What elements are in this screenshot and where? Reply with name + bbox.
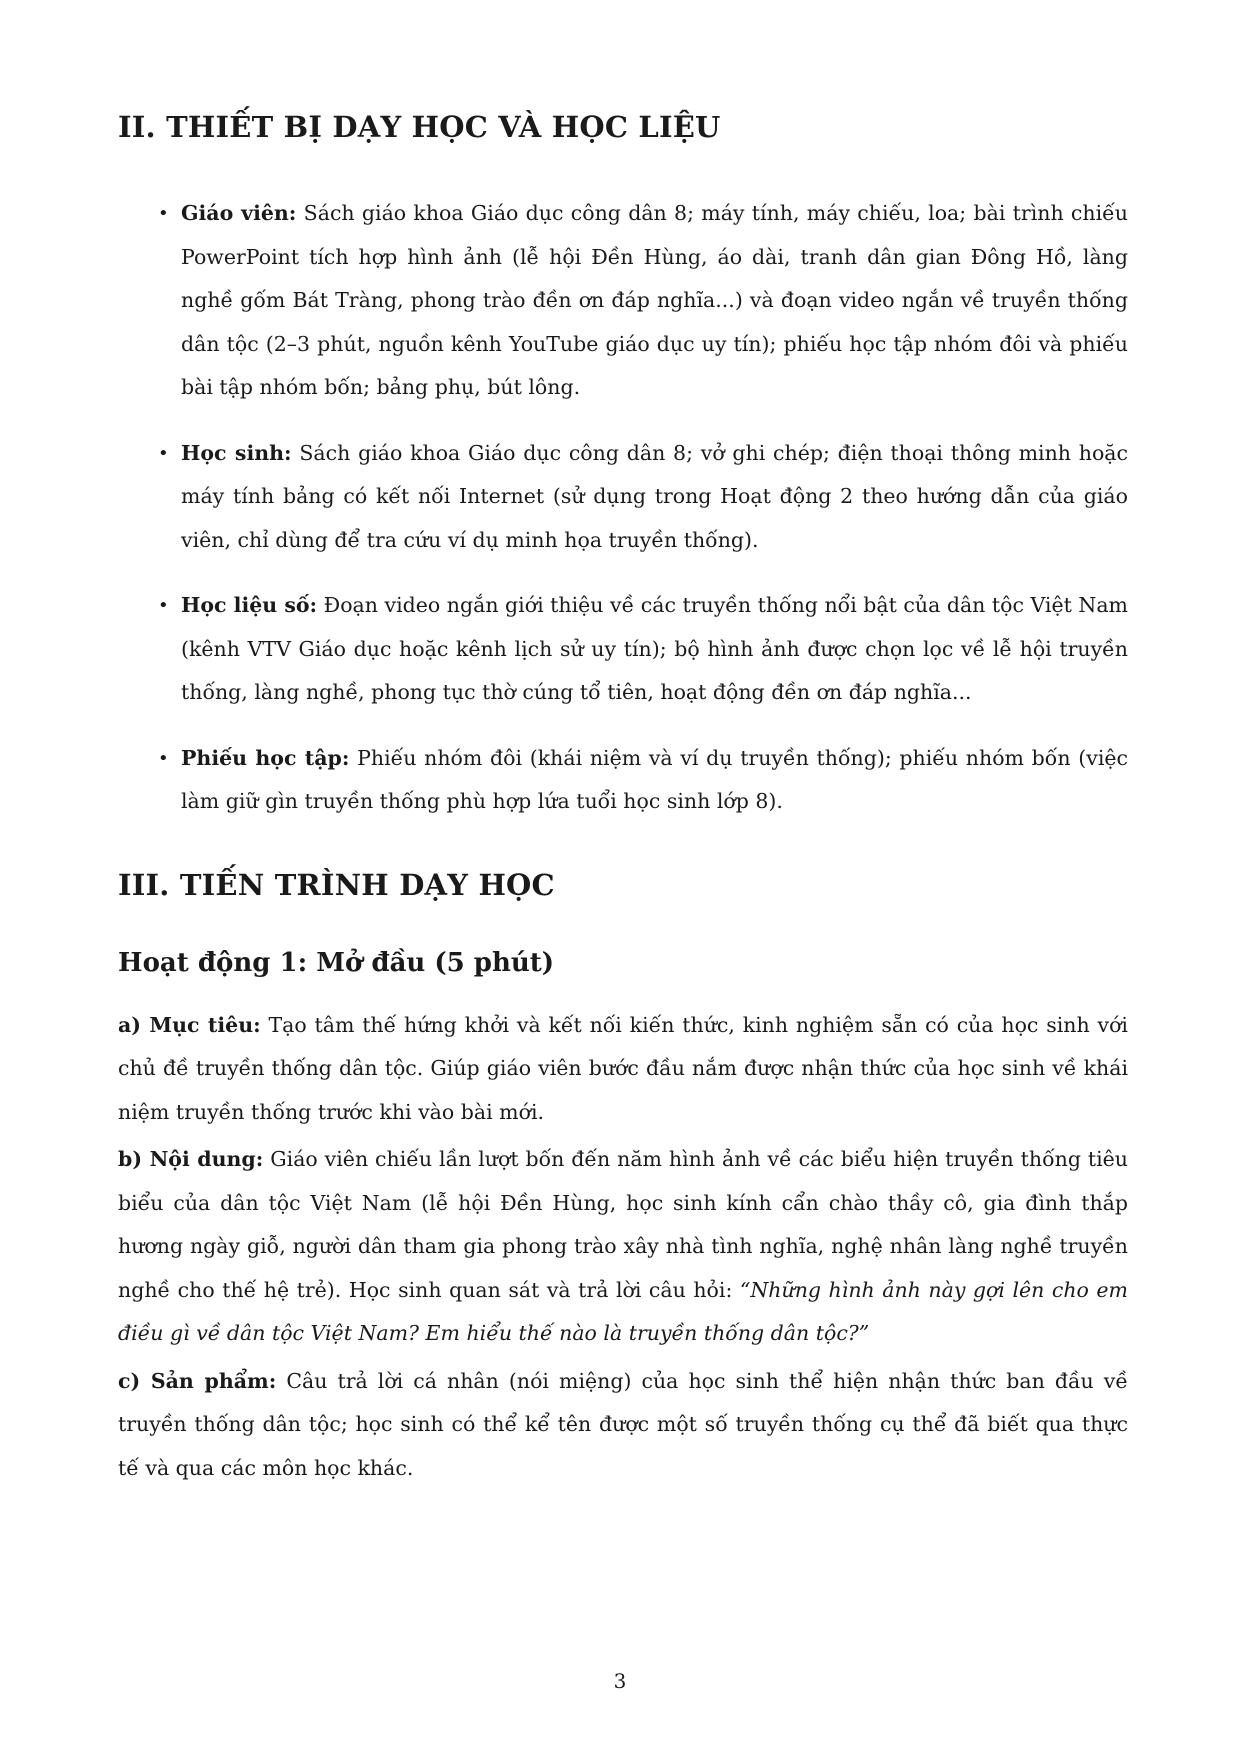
section-ii-heading: II. THIẾT BỊ DẠY HỌC VÀ HỌC LIỆU: [118, 110, 721, 144]
bullet-icon: •: [158, 203, 169, 224]
content-label: b) Nội dung:: [118, 1147, 264, 1171]
materials-list: [118, 192, 1128, 824]
item-label: Học liệu số:: [181, 593, 318, 617]
product-text: Câu trả lời cá nhân (nói miệng) của học sinh thể hiện nhận thức ban đầu về truyền thống dân tộc; học sinh có thể kể tên được một số truyền thống cụ thể đã biết qua thực tế và qua các môn học khác.: [118, 1368, 1128, 1480]
objective-text: Tạo tâm thế hứng khởi và kết nối kiến thức, kinh nghiệm sẵn có của học sinh với chủ đề truyền thống dân tộc. Giúp giáo viên bước đầu nắm được nhận thức của học sinh về khái niệm truyền thống trước khi vào bài mới.: [118, 1012, 1128, 1124]
list-item-digital-materials: [118, 584, 1128, 715]
content-quote: “Những hình ảnh này gợi lên cho em điều gì về dân tộc Việt Nam? Em hiểu thế nào là truyền thống dân tộc?”: [118, 1277, 1128, 1345]
section-iii-heading: III. TIẾN TRÌNH DẠY HỌC: [118, 867, 555, 902]
item-label: Giáo viên:: [181, 201, 297, 225]
activity-1-body: [118, 1004, 1128, 1491]
item-text: Phiếu nhóm đôi (khái niệm và ví dụ truyền thống); phiếu nhóm bốn (việc làm giữ gìn truyền thống phù hợp lứa tuổi học sinh lớp 8).: [181, 745, 1128, 813]
list-item-teacher: [118, 192, 1128, 410]
list-item-student: [118, 432, 1128, 563]
item-text: Đoạn video ngắn giới thiệu về các truyền thống nổi bật của dân tộc Việt Nam (kênh VTV Giáo dục hoặc kênh lịch sử uy tín); bộ hình ảnh được chọn lọc về lễ hội truyền thống, làng nghề, phong tục thờ cúng tổ tiên, hoạt động đền ơn đáp nghĩa...: [181, 593, 1128, 704]
item-label: Học sinh:: [181, 440, 292, 465]
product-paragraph: [118, 1360, 1128, 1491]
objective-label: a) Mục tiêu:: [118, 1012, 261, 1037]
document-page: [118, 110, 1128, 1494]
objective-paragraph: [118, 1004, 1128, 1135]
item-text: Sách giáo khoa Giáo dục công dân 8; máy tính, máy chiếu, loa; bài trình chiếu PowerPoint tích hợp hình ảnh (lễ hội Đền Hùng, áo dài, tranh dân gian Đông Hồ, làng nghề gốm Bát Tràng, phong trào đền ơn đáp nghĩa...) và đoạn video ngắn về truyền thống dân tộc (2–3 phút, nguồn kênh YouTube giáo dục uy tín); phiếu học tập nhóm đôi và phiếu bài tập nhóm bốn; bảng phụ, bút lông.: [181, 201, 1128, 399]
bullet-icon: •: [158, 747, 169, 769]
list-item-worksheets: [118, 737, 1128, 824]
content-paragraph: [118, 1138, 1128, 1356]
bullet-icon: •: [158, 442, 169, 464]
item-label: Phiếu học tập:: [181, 745, 350, 770]
product-label: c) Sản phẩm:: [118, 1368, 277, 1393]
activity-1-heading: Hoạt động 1: Mở đầu (5 phút): [118, 947, 555, 978]
page-number: 3: [613, 1669, 627, 1693]
bullet-icon: •: [158, 595, 169, 616]
item-text: Sách giáo khoa Giáo dục công dân 8; vở ghi chép; điện thoại thông minh hoặc máy tính bảng có kết nối Internet (sử dụng trong Hoạt động 2 theo hướng dẫn của giáo viên, chỉ dùng để tra cứu ví dụ minh họa truyền thống).: [181, 440, 1128, 552]
content-text: Giáo viên chiếu lần lượt bốn đến năm hình ảnh về các biểu hiện truyền thống tiêu biểu của dân tộc Việt Nam (lễ hội Đền Hùng, học sinh kính cẩn chào thầy cô, gia đình thắp hương ngày giỗ, người dân tham gia phong trào xây nhà tình nghĩa, nghệ nhân làng nghề truyền nghề cho thế hệ trẻ). Học sinh quan sát và trả lời câu hỏi:: [118, 1147, 1128, 1302]
